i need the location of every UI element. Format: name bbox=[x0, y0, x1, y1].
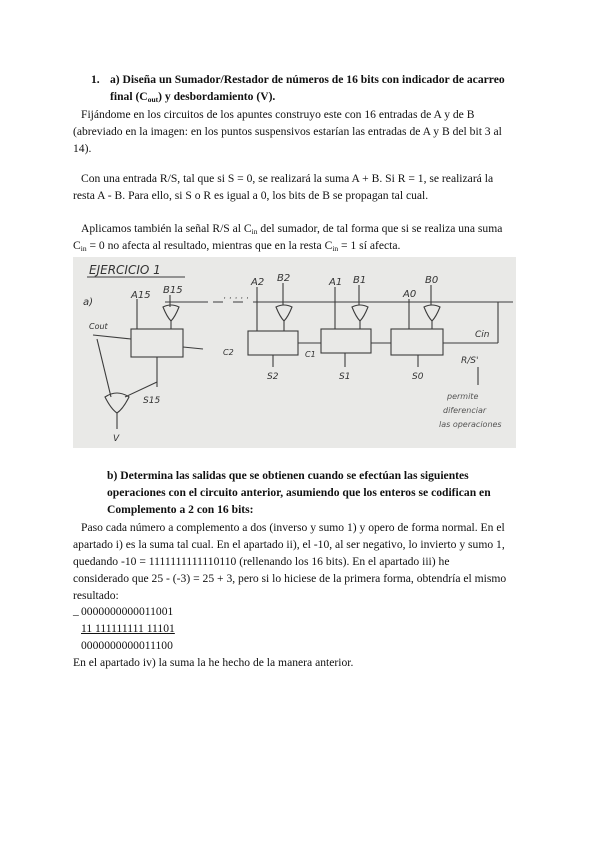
paragraph-1-line2: (abreviado en la imagen: en los puntos suspensivos estarían las entradas de A y B del bit 3 al bbox=[73, 125, 502, 138]
paragraph-2-line1: Con una entrada R/S, tal que si S = 0, se realizará la suma A + B. Si R = 1, se realizará la bbox=[81, 172, 494, 185]
label-b2: B2 bbox=[277, 273, 291, 284]
label-a0: A0 bbox=[403, 289, 417, 300]
section-b-paragraph-line1: Paso cada número a complemento a dos (inverso y sumo 1) y opero de forma normal. En el bbox=[81, 521, 505, 534]
calc-minus-sign: _ bbox=[73, 604, 79, 617]
section-a-heading-line2: final $(C_{out})$ y desbordamiento (V). bbox=[110, 90, 276, 104]
section-b-heading-line2: operaciones con el circuito anterior, asumiendo que los enteros se codifican en bbox=[107, 486, 491, 499]
label-a2: A2 bbox=[251, 277, 265, 288]
section-b-closing-paragraph: En el apartado iv) la suma la he hecho de la manera anterior. bbox=[73, 656, 354, 669]
section-b-heading-line3: Complemento a 2 con 16 bits: bbox=[107, 503, 254, 516]
label-s2: S2 bbox=[267, 372, 279, 382]
section-b-paragraph-line3: quedando -10 = 1111111111110110 (rellenando los 16 bits). En el apartado iii) he bbox=[73, 555, 450, 568]
calc-operand-1: 0000000000011001 bbox=[81, 605, 174, 618]
label-a15: A15 bbox=[131, 290, 151, 301]
label-b15: B15 bbox=[163, 285, 183, 296]
label-b1: B1 bbox=[353, 275, 367, 286]
label-rs: R/S' bbox=[461, 356, 479, 366]
label-b0: B0 bbox=[425, 275, 439, 286]
paragraph-1-line1: Fijándome en los circuitos de los apuntes construyo este con 16 entradas de A y de B bbox=[81, 108, 475, 121]
label-a1: A1 bbox=[329, 277, 343, 288]
section-a-heading-line1: a) Diseña un Sumador/Restador de números de 16 bits con indicador de acarreo bbox=[110, 73, 505, 86]
figure-part-label: a) bbox=[83, 297, 94, 308]
section-b-paragraph-line5: resultado: bbox=[73, 589, 119, 602]
label-cin: Cin bbox=[475, 330, 490, 340]
figure-title: EJERCICIO 1 bbox=[89, 263, 161, 277]
svg-text:· · · · ·: · · · · · bbox=[223, 294, 249, 304]
label-c2: C2 bbox=[223, 348, 234, 357]
note-line2: diferenciar bbox=[443, 406, 487, 415]
label-s1: S1 bbox=[339, 372, 351, 382]
section-b-paragraph-line2: apartado i) es la suma tal cual. En el apartado ii), el -10, al ser negativo, lo invierto y sumo 1, bbox=[73, 538, 505, 551]
label-c1: C1 bbox=[305, 350, 316, 359]
circuit-sketch-figure bbox=[73, 257, 516, 448]
note-line1: permite bbox=[447, 392, 479, 401]
label-s15: S15 bbox=[143, 396, 161, 406]
note-line3: las operaciones bbox=[439, 420, 502, 429]
paragraph-1-line3: 14). bbox=[73, 142, 92, 155]
label-v: V bbox=[113, 434, 120, 444]
calc-result: 0000000000011100 bbox=[81, 639, 173, 652]
section-b-paragraph-line4: considerado que 25 - (-3) = 25 + 3, pero si lo hiciese de la primera forma, obtendría el mismo bbox=[73, 572, 507, 585]
label-cout: Cout bbox=[89, 322, 108, 331]
section-number: 1. bbox=[91, 73, 100, 86]
paragraph-3-line1: Aplicamos también la señal R/S al $C_{in}$ del sumador, de tal forma que si se realiza una suma bbox=[81, 222, 503, 236]
label-s0: S0 bbox=[412, 372, 424, 382]
section-b-heading-line1: b) Determina las salidas que se obtienen cuando se efectúan las siguientes bbox=[107, 469, 469, 482]
paragraph-3-line2: $C_{in} = 0$ no afecta al resultado, mientras que en la resta $C_{in} = 1$ sí afecta. bbox=[73, 239, 401, 253]
calc-operand-2: 11 111111111 11101 bbox=[81, 622, 175, 635]
paragraph-2-line2: resta A - B. Para ello, si S o R es igual a 0, los bits de B se propagan tal cual. bbox=[73, 189, 429, 202]
